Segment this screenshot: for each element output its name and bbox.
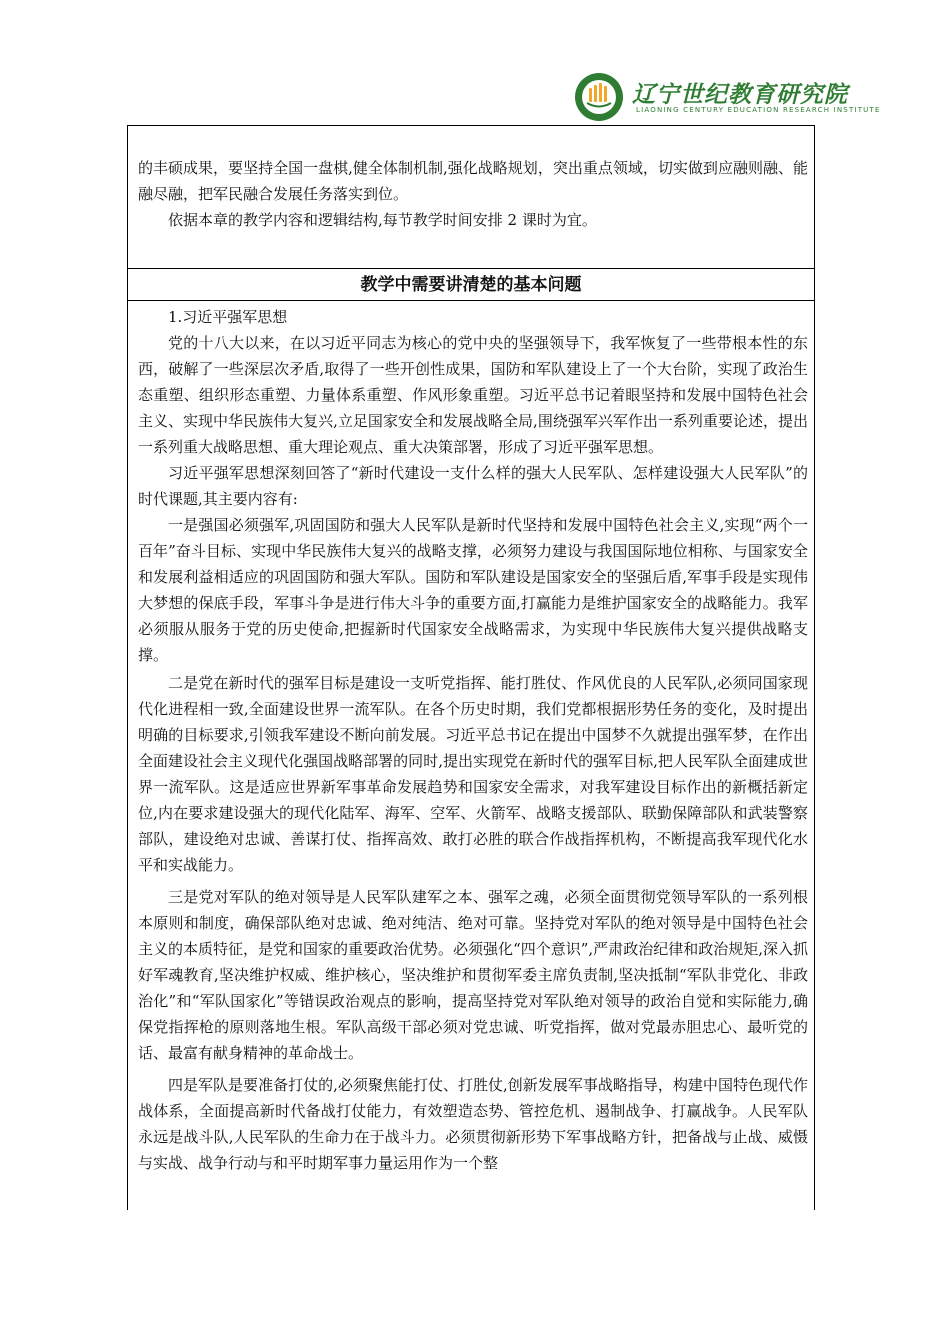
body-paragraph: 三是党对军队的绝对领导是人民军队建军之本、强军之魂，必须全面贯彻党领导军队的一系列根本原则和制度，确保部队绝对忠诚、绝对纯洁、绝对可靠。坚持党对军队的绝对领导是中国特色社会主义的本质特征，是党和国家的重要政治优势。必须强化“四个意识”,严肃政治纪律和政治规矩,深入抓好军魂教育,坚决维护权威、维护核心，坚决维护和贯彻军委主席负责制,坚决抵制“军队非党化、非政治化”和“军队国家化”等错误政治观点的影响，提高坚持党对军队绝对领导的政治自觉和实际能力,确保党指挥枪的原则落地生根。军队高级干部必须对党忠诚、听党指挥，做对党最赤胆忠心、最听党的话、最富有献身精神的革命战士。 bbox=[138, 888, 808, 1062]
logo-english-name: LIAONING CENTURY EDUCATION RESEARCH INSTITUTE bbox=[636, 106, 881, 114]
top-cell-paragraph: 的丰硕成果，要坚持全国一盘棋,健全体制机制,强化战略规划，突出重点领域，切实做到应融则融、能融尽融，把军民融合发展任务落实到位。 bbox=[138, 159, 808, 203]
body-paragraph: 习近平强军思想深刻回答了“新时代建设一支什么样的强大人民军队、怎样建设强大人民军队”的时代课题,其主要内容有: bbox=[138, 464, 808, 508]
body-paragraph: 党的十八大以来，在以习近平同志为核心的党中央的坚强领导下，我军恢复了一些带根本性的东西，破解了一些深层次矛盾,取得了一些开创性成果，国防和军队建设上了一个大台阶，实现了政治生态重塑、组织形态重塑、力量体系重塑、作风形象重塑。习近平总书记着眼坚持和发展中国特色社会主义、实现中华民族伟大复兴,立足国家安全和发展战略全局,围绕强军兴军作出一系列重要论述，提出一系列重大战略思想、重大理论观点、重大决策部署，形成了习近平强军思想。 bbox=[138, 334, 808, 456]
logo-emblem-icon bbox=[574, 72, 624, 122]
body-paragraph: 二是党在新时代的强军目标是建设一支听党指挥、能打胜仗、作风优良的人民军队,必须同国家现代化进程相一致,全面建设世界一流军队。在各个历史时期，我们党都根据形势任务的变化，及时提出明确的目标要求,引领我军建设不断向前发展。习近平总书记在提出中国梦不久就提出强军梦，在作出全面建设社会主义现代化强国战略部署的同时,提出实现党在新时代的强军目标,把人民军队全面建成世界一流军队。这是适应世界新军事革命发展趋势和国家安全需求，对我军建设目标作出的新概括新定位,内在要求建设强大的现代化陆军、海军、空军、火箭军、战略支援部队、联勤保障部队和武装警察部队，建设绝对忠诚、善谋打仗、指挥高效、敢打必胜的联合作战指挥机构，不断提高我军现代化水平和实战能力。 bbox=[138, 674, 808, 874]
body-cell bbox=[138, 304, 808, 1176]
body-heading: 1.习近平强军思想 bbox=[168, 308, 288, 326]
top-cell bbox=[138, 155, 808, 233]
institute-logo bbox=[574, 70, 881, 130]
top-cell-schedule: 依据本章的教学内容和逻辑结构,每节教学时间安排 2 课时为宜。 bbox=[168, 211, 597, 229]
body-paragraph: 一是强国必须强军,巩固国防和强大人民军队是新时代坚持和发展中国特色社会主义,实现“两个一百年”奋斗目标、实现中华民族伟大复兴的战略支撑，必须努力建设与我国国际地位相称、与国家安全和发展利益相适应的巩固国防和强大军队。国防和军队建设是国家安全的坚强后盾,军事手段是实现伟大梦想的保底手段，军事斗争是进行伟大斗争的重要方面,打赢能力是维护国家安全的战略能力。我军必须服从服务于党的历史使命,把握新时代国家安全战略需求，为实现中华民族伟大复兴提供战略支撑。 bbox=[138, 516, 808, 664]
body-paragraph: 四是军队是要准备打仗的,必须聚焦能打仗、打胜仗,创新发展军事战略指导，构建中国特色现代作战体系，全面提高新时代备战打仗能力，有效塑造态势、管控危机、遏制战争、打赢战争。人民军队永远是战斗队,人民军队的生命力在于战斗力。必须贯彻新形势下军事战略方针，把备战与止战、威慑与实战、战争行动与和平时期军事力量运用作为一个整 bbox=[138, 1076, 808, 1172]
section-title: 教学中需要讲清楚的基本问题 bbox=[360, 275, 582, 295]
logo-chinese-name: 辽宁世纪教育研究院 bbox=[632, 82, 848, 108]
table-divider-title bbox=[127, 300, 815, 301]
table-divider-top bbox=[127, 268, 815, 269]
